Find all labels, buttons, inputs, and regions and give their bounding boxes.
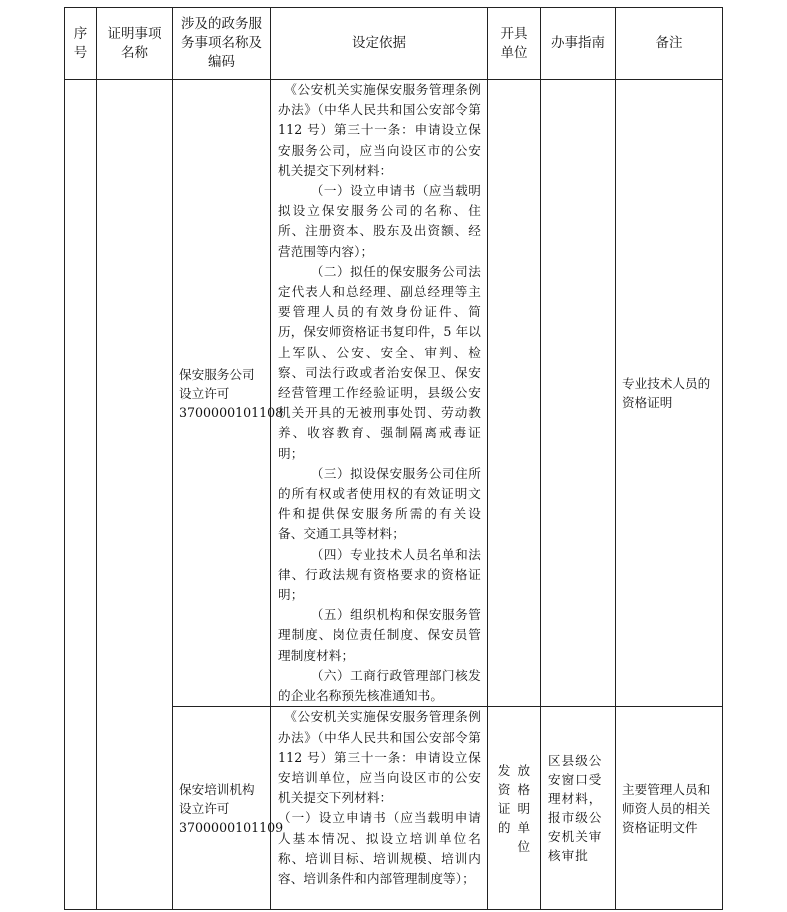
basis-paragraph: （三）拟设保安服务公司住所的所有权或者使用权的有效证明文件和提供保安服务所需的有关设备、交通工具等材料； [278, 465, 481, 542]
issuer-text [488, 761, 540, 856]
basis-paragraph: （六）工商行政管理部门核发的企业名称预先核准通知书。 [278, 667, 481, 704]
basis-cell [271, 80, 488, 707]
header-basis: 设定依据 [271, 8, 488, 80]
service-name: 保安培训机构设立许可 [179, 781, 255, 816]
basis-paragraph: 《公安机关实施保安服务管理条例办法》（中华人民共和国公安部令第 112 号）第三十一条：申请设立保安培训单位，应当向设区市的公安机关提交下列材料： [278, 709, 481, 806]
header-row [65, 8, 723, 80]
service-code: 3700000101109 [179, 819, 284, 835]
issuer-column-2 [518, 761, 531, 856]
basis-cell [271, 707, 488, 910]
header-guide: 办事指南 [541, 8, 616, 80]
issuer-char: 单 [517, 819, 531, 835]
header-seq: 序号 [65, 8, 97, 80]
certificate-items-table [64, 7, 723, 910]
seq-cell [65, 80, 97, 910]
issuer-char: 格 [517, 781, 531, 797]
issuer-char: 的 [497, 819, 511, 835]
remark-text: 专业技术人员的资格证明 [622, 376, 711, 411]
header-issuer: 开具单位 [488, 8, 541, 80]
header-service: 涉及的政务服务事项名称及编码 [173, 8, 271, 80]
service-name: 保安服务公司设立许可 [179, 366, 255, 401]
remark-text: 主要管理人员和师资人员的相关资格证明文件 [622, 781, 711, 835]
remark-cell [616, 707, 723, 910]
header-cert-name: 证明事项名称 [97, 8, 173, 80]
issuer-char: 发 [497, 762, 511, 778]
service-cell [173, 80, 284, 707]
basis-paragraph: （四）专业技术人员名单和法律、行政法规有资格要求的资格证明； [278, 546, 481, 603]
remark-cell [616, 80, 723, 707]
basis-paragraph: （一）设立申请书（应当载明拟设立保安服务公司的名称、住所、注册资本、股东及出资额、经营范围等内容）； [278, 183, 481, 259]
table-row [65, 80, 723, 707]
guide-cell [541, 707, 616, 910]
issuer-cell [488, 80, 541, 707]
issuer-column-1 [498, 761, 511, 856]
service-cell [173, 707, 284, 910]
basis-paragraph: （一）设立申请书（应当载明申请人基本情况、拟设立培训单位名称、培训目标、培训规模、培训内容、培训条件和内部管理制度等）； [278, 810, 481, 886]
cert-name-cell [97, 80, 173, 910]
issuer-char: 证 [497, 800, 511, 816]
header-remark: 备注 [616, 8, 723, 80]
service-code: 3700000101108 [179, 404, 284, 420]
basis-paragraph: （二）拟任的保安服务公司法定代表人和总经理、副总经理等主要管理人员的有效身份证件、简历，保安师资格证书复印件，5 年以上军队、公安、安全、审判、检察、司法行政或者治安保卫、保安经营管理工作经验证明，县级公安机关开具的无被刑事处罚、劳动教养、收容教育、强制隔离戒毒证明； [278, 263, 481, 461]
issuer-char: 明 [517, 800, 531, 816]
issuer-char: 资 [497, 781, 511, 797]
issuer-char: 位 [517, 838, 531, 854]
guide-text: 区县级公安窗口受理材料，报市级公安机关审核审批 [548, 753, 603, 864]
basis-paragraph: 《公安机关实施保安服务管理条例办法》（中华人民共和国公安部令第 112 号）第三十一条：申请设立保安服务公司，应当向设区市的公安机关提交下列材料： [278, 82, 481, 178]
issuer-cell [488, 707, 541, 910]
guide-cell [541, 80, 616, 707]
basis-paragraph: （五）组织机构和保安服务管理制度、岗位责任制度、保安员管理制度材料； [278, 607, 481, 663]
issuer-char: 放 [517, 762, 531, 778]
